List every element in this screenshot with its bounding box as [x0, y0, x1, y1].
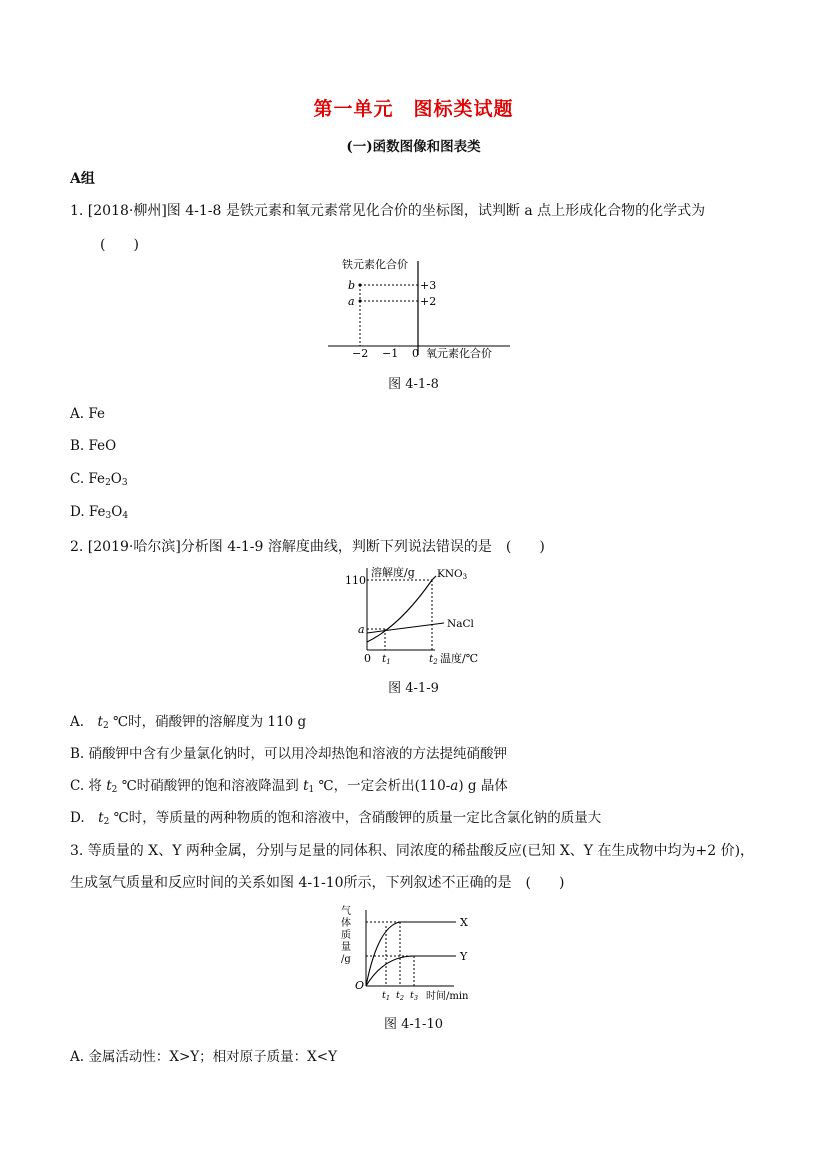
group-label: A组 [70, 171, 95, 187]
q3-option-a: A. 金属活动性：X>Y；相对原子质量：X<Y [70, 1049, 338, 1065]
label-t1: $t_1$ [382, 990, 390, 1002]
q3-stem-line1: 3. 等质量的 X、Y 两种金属，分别与足量的同体积、同浓度的稀盐酸反应(已知 X、Y 在生成物中均为+2 价)， [70, 843, 755, 859]
figure-4-1-8 [320, 255, 520, 365]
y-label-3: 质 [341, 930, 351, 941]
label-plus2: +2 [420, 295, 437, 308]
y-curve [366, 956, 456, 986]
label-a: a [358, 623, 365, 636]
caption-4-1-9: 图 4-1-9 [388, 681, 439, 696]
tick-minus2: −2 [352, 347, 369, 360]
caption-4-1-8: 图 4-1-8 [388, 377, 439, 392]
label-nacl: NaCl [447, 618, 474, 630]
figure-4-1-9 [340, 562, 490, 668]
label-zero: 0 [364, 652, 371, 665]
q2-option-c: C. 将 $t_2$ ℃时硝酸钾的饱和溶液降温到 $t_1$ ℃，一定会析出(110-a) g 晶体 [70, 778, 508, 795]
label-t3: $t_3$ [410, 990, 418, 1002]
q1-option-c: C. $Fe_2O_3$ [70, 471, 128, 488]
q1-option-a: A. Fe [70, 406, 105, 422]
y-label-4: 量 [341, 942, 351, 953]
page-title: 第一单元 图标类试题 [313, 98, 514, 120]
q1-stem: 1. [2018·柳州]图 4-1-8 是铁元素和氧元素常见化合价的坐标图，试判断 a 点上形成化合物的化学式为 [70, 203, 706, 219]
label-x: X [460, 916, 468, 929]
q1-answer-paren: ( ) [100, 237, 139, 253]
y-axis-label: 溶解度/g [371, 566, 415, 579]
point-b [359, 284, 362, 287]
q2-stem: 2. [2019·哈尔滨]分析图 4-1-9 溶解度曲线，判断下列说法错误的是 ( ) [70, 539, 545, 555]
label-origin: O [355, 979, 365, 992]
tick-minus1: −1 [382, 347, 399, 360]
label-t1: t1 [382, 653, 391, 666]
figure-4-1-10 [336, 902, 486, 1004]
caption-4-1-10: 图 4-1-10 [383, 1017, 443, 1032]
x-axis-label: 时间/min [426, 991, 469, 1002]
q2-option-b: B. 硝酸钾中含有少量氯化钠时，可以用冷却热饱和溶液的方法提纯硝酸钾 [70, 746, 508, 762]
label-plus3: +3 [420, 279, 437, 292]
label-t2: t2 [429, 653, 438, 666]
x-axis-label: 氧元素化合价 [426, 347, 492, 360]
y-label-5: /g [341, 954, 351, 965]
label-t2: $t_2$ [396, 990, 404, 1002]
y-label-2: 体 [341, 918, 351, 929]
y-label-1: 气 [341, 906, 351, 917]
label-y: Y [460, 950, 468, 963]
q2-option-d: D. $t_2$ ℃时，等质量的两种物质的饱和溶液中，含硝酸钾的质量一定比含氯化钠的质量大 [70, 810, 602, 827]
label-110: 110 [345, 574, 366, 587]
q1-option-b: B. FeO [70, 438, 117, 454]
x-curve [366, 922, 456, 986]
q1-option-d: D. $Fe_3O_4$ [70, 504, 129, 521]
q3-stem-line2: 生成氢气质量和反应时间的关系如图 4-1-10所示，下列叙述不正确的是 ( ) [70, 875, 565, 891]
tick-zero: 0 [412, 347, 419, 360]
q2-option-a: A. $t_2$ ℃时，硝酸钾的溶解度为 110 g [70, 714, 307, 731]
y-axis-label: 铁元素化合价 [342, 258, 408, 271]
point-a [359, 300, 362, 303]
label-kno3: KNO3 [437, 568, 468, 581]
section-subtitle: (一)函数图像和图表类 [346, 139, 481, 155]
label-a: a [348, 295, 355, 308]
x-axis-label: 温度/℃ [440, 652, 479, 665]
label-b: b [348, 279, 356, 292]
